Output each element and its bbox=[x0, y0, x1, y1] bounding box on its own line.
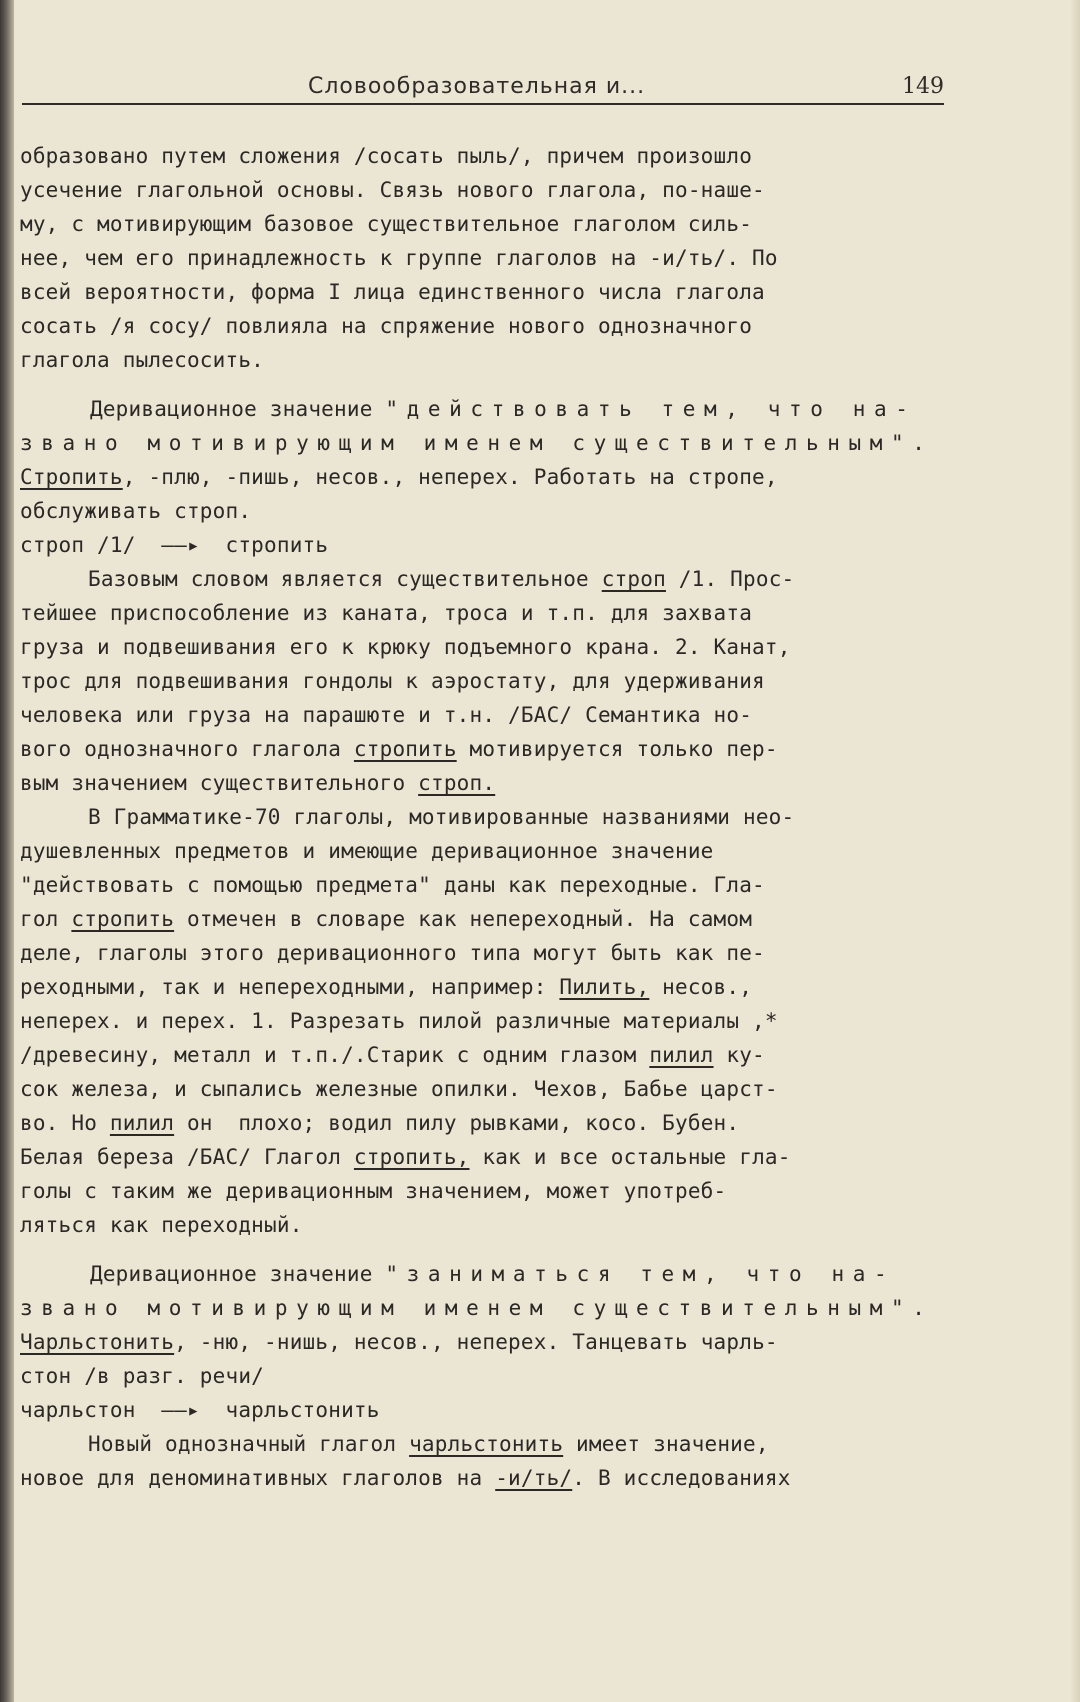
header-rule bbox=[22, 103, 944, 105]
page-edge-shadow bbox=[1070, 0, 1080, 1702]
text-line: Базовым словом является существительное строп /1. Прос- bbox=[88, 567, 795, 591]
derivation-scheme: строп /1/ ——▸ стропить bbox=[20, 533, 329, 557]
text-line: новое для деноминативных глаголов на -и/ть/. В исследованиях bbox=[20, 1466, 791, 1490]
page-header bbox=[22, 72, 944, 104]
section-title-spaced: "действовать тем, что на- bbox=[385, 397, 917, 421]
text-line: му, с мотивирующим базовое существительное глаголом силь- bbox=[20, 212, 753, 236]
derivation-scheme: чарльстон ——▸ чарльстонить bbox=[20, 1398, 380, 1422]
underlined-word: стропить, bbox=[353, 1145, 470, 1169]
text-line: деле, глаголы этого деривационного типа могут быть как пе- bbox=[20, 941, 765, 965]
underlined-word: стропить bbox=[71, 907, 175, 931]
text-line: груза и подвешивания его к крюку подъемного крана. 2. Канат, bbox=[20, 635, 791, 659]
text-line: трос для подвешивания гондолы к аэростату, для удерживания bbox=[20, 669, 765, 693]
dictionary-entry: Стропить, -плю, -пишь, несов., неперех. Работать на стропе, bbox=[20, 465, 778, 489]
text-line: ляться как переходный. bbox=[20, 1213, 303, 1237]
text-line: гол стропить отмечен в словаре как непереходный. На самом bbox=[20, 907, 753, 931]
text-line: В Грамматике-70 глаголы, мотивированные названиями нео- bbox=[88, 805, 795, 829]
text-line: душевленных предметов и имеющие деривационное значение bbox=[20, 839, 714, 863]
underlined-word: Пилить, bbox=[559, 975, 650, 999]
text-line: Новый однозначный глагол чарльстонить имеет значение, bbox=[88, 1432, 769, 1456]
page-body bbox=[20, 139, 980, 1495]
text-line: "действовать с помощью предмета" даны как переходные. Гла- bbox=[20, 873, 765, 897]
text-line: реходными, так и непереходными, например: Пилить, несов., bbox=[20, 975, 753, 999]
text-line: /древесину, металл и т.п./.Старик с одним глазом пилил ку- bbox=[20, 1043, 765, 1067]
text-line: вым значением существительного строп. bbox=[20, 771, 496, 795]
text-line: усечение глагольной основы. Связь нового глагола, по-наше- bbox=[20, 178, 765, 202]
section-derivational-meaning-2 bbox=[20, 1257, 980, 1495]
text-line: неперех. и перех. 1. Разрезать пилой различные материалы ,* bbox=[20, 1009, 778, 1033]
text-line: вого однозначного глагола стропить мотивируется только пер- bbox=[20, 737, 778, 761]
page-number: 149 bbox=[902, 74, 944, 99]
underlined-word: строп bbox=[601, 567, 666, 591]
text-line: стон /в разг. речи/ bbox=[20, 1364, 265, 1388]
section-title-line: звано мотивирующим именем существительным". bbox=[20, 1296, 934, 1320]
underlined-word: стропить bbox=[353, 737, 457, 761]
section-title-line: Деривационное значение "заниматься тем, что на- bbox=[90, 1262, 896, 1286]
underlined-word: -и/ть/ bbox=[495, 1466, 573, 1490]
text-line: сок железа, и сыпались железные опилки. Чехов, Бабье царст- bbox=[20, 1077, 778, 1101]
underlined-word: пилил bbox=[649, 1043, 714, 1067]
underlined-word: строп. bbox=[418, 771, 496, 795]
text-line: Белая береза /БАС/ Глагол стропить, как и все остальные гла- bbox=[20, 1145, 791, 1169]
text-line: всей вероятности, форма I лица единственного числа глагола bbox=[20, 280, 765, 304]
headword: Чарльстонить bbox=[20, 1330, 175, 1354]
text-line: образовано путем сложения /сосать пыль/, причем произошло bbox=[20, 144, 753, 168]
text-line: обслуживать строп. bbox=[20, 499, 252, 523]
book-binding-edge bbox=[0, 0, 14, 1702]
text-line: сосать /я сосу/ повлияла на спряжение нового однозначного bbox=[20, 314, 753, 338]
text-line: нее, чем его принадлежность к группе глаголов на -и/ть/. По bbox=[20, 246, 778, 270]
dictionary-entry: Чарльстонить, -ню, -нишь, несов., неперех. Танцевать чарль- bbox=[20, 1330, 778, 1354]
section-derivational-meaning-1 bbox=[20, 392, 980, 1242]
text-line: глагола пылесосить. bbox=[20, 348, 265, 372]
paragraph bbox=[20, 139, 980, 377]
section-title-line: звано мотивирующим именем существительным". bbox=[20, 431, 934, 455]
text-line: тейшее приспособление из каната, троса и т.п. для захвата bbox=[20, 601, 753, 625]
text-line: голы с таким же деривационным значением, может употреб- bbox=[20, 1179, 727, 1203]
running-title: Словообразовательная и... bbox=[308, 74, 646, 99]
underlined-word: чарльстонить bbox=[409, 1432, 564, 1456]
headword: Стропить bbox=[20, 465, 123, 489]
text-line: человека или груза на парашюте и т.н. /БАС/ Семантика но- bbox=[20, 703, 753, 727]
section-title-spaced: "заниматься тем, что на- bbox=[385, 1262, 896, 1286]
section-title-line: Деривационное значение "действовать тем, что на- bbox=[90, 397, 917, 421]
text-line: во. Но пилил он плохо; водил пилу рывками, косо. Бубен. bbox=[20, 1111, 740, 1135]
underlined-word: пилил bbox=[109, 1111, 175, 1135]
